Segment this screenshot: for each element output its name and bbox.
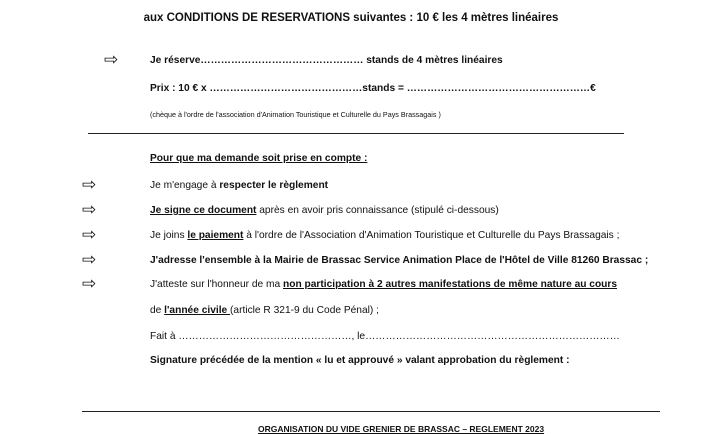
arrow-icon-atteste: ⇨ bbox=[82, 274, 97, 294]
arrow-icon-adresse: ⇨ bbox=[82, 250, 97, 270]
arrow-icon-signe: ⇨ bbox=[82, 200, 97, 220]
separator-line-footer bbox=[82, 411, 660, 412]
cheque-note: (chèque à l'ordre de l'association d'Animation Touristique et Culturelle du Pays Brassagais ) bbox=[150, 110, 441, 119]
arrow-icon-joins: ⇨ bbox=[82, 225, 97, 245]
prix-line: Prix : 10 € x ………………………………………stands = ………………………………………………€ bbox=[150, 83, 596, 94]
reserve-line: Je réserve………………………………………… stands de 4 mètres linéaires bbox=[150, 55, 503, 66]
item-signature: Signature précédée de la mention « lu et approuvé » valant approbation du règlement : bbox=[150, 355, 570, 366]
item-joins: Je joins le paiement à l'ordre de l'Association d'Animation Touristique et Culturelle du Pays Brassagais ; bbox=[150, 230, 620, 241]
separator-line bbox=[88, 133, 624, 134]
fait-date-field[interactable]: ………………………………………………………………… bbox=[365, 331, 620, 342]
arrow-icon-reserve: ⇨ bbox=[104, 50, 119, 70]
arrow-icon-engage: ⇨ bbox=[82, 175, 97, 195]
item-annee: de l'année civile (article R 321-9 du Code Pénal) ; bbox=[150, 305, 379, 316]
footer-organisation: ORGANISATION DU VIDE GRENIER DE BRASSAC – REGLEMENT 2023 bbox=[258, 424, 545, 434]
section-title: Pour que ma demande soit prise en compte : bbox=[150, 153, 368, 164]
prix-stands-field[interactable]: ……………………………………… bbox=[209, 83, 363, 94]
item-atteste: J'atteste sur l'honneur de ma non participation à 2 autres manifestations de même nature au cours bbox=[150, 279, 618, 290]
item-adresse: J'adresse l'ensemble à la Mairie de Brassac Service Animation Place de l'Hôtel de Ville 81260 Brassac ; bbox=[150, 255, 649, 266]
prix-total-field[interactable]: ……………………………………………… bbox=[406, 83, 591, 94]
fait-lieu-field[interactable]: …………………………………………… bbox=[178, 331, 352, 342]
item-engage: Je m'engage à respecter le règlement bbox=[150, 180, 329, 191]
item-fait: Fait à ……………………………………………, le………………………………………………………………… bbox=[150, 331, 620, 342]
conditions-heading: aux CONDITIONS DE RESERVATIONS suivantes : 10 € les 4 mètres linéaires bbox=[143, 12, 559, 24]
reserve-stands-field[interactable]: ………………………………………… bbox=[200, 55, 364, 66]
item-signe: Je signe ce document après en avoir pris connaissance (stipulé ci-dessous) bbox=[150, 205, 499, 216]
